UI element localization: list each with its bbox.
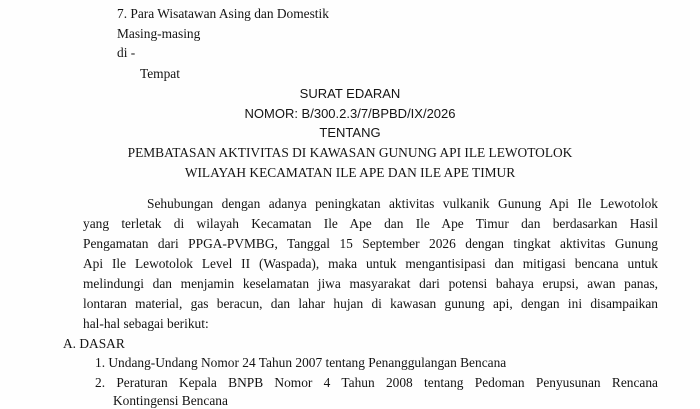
recipient-di: di - <box>117 45 136 60</box>
body-paragraph-line: melindungi dan menjamin keselamatan jiwa masyarakat dari potensi bahaya erupsi, awan panas, <box>83 276 658 291</box>
tentang-label: TENTANG <box>319 125 381 140</box>
recipient-tempat: Tempat <box>140 66 180 81</box>
recipient-item-7: 7. Para Wisatawan Asing dan Domestik <box>117 6 329 21</box>
body-paragraph-line: yang terletak di wilayah Kecamatan Ile Ape dan Ile Ape Timur dan berdasarkan Hasil <box>83 216 658 231</box>
letter-title: SURAT EDARAN <box>299 86 401 101</box>
body-paragraph-line: Api Ile Lewotolok Level II (Waspada), maka untuk mengantisipasi dan mitigasi bencana untuk <box>83 256 658 271</box>
letter-number: NOMOR: B/300.2.3/7/BPBD/IX/2026 <box>244 106 456 121</box>
section-a-item: 2. Peraturan Kepala BNPB Nomor 4 Tahun 2008 tentang Pedoman Penyusunan Rencana <box>95 375 658 390</box>
subject-line-2: WILAYAH KECAMATAN ILE APE DAN ILE APE TIMUR <box>184 165 516 180</box>
body-paragraph-line: lontaran material, gas beracun, dan lahar hujan di kawasan gunung api, dengan ini disampaikan <box>83 296 658 311</box>
subject-line-1: PEMBATASAN AKTIVITAS DI KAWASAN GUNUNG API ILE LEWOTOLOK <box>127 145 573 160</box>
section-a-heading: A. DASAR <box>63 336 125 351</box>
recipient-masing-masing: Masing-masing <box>117 26 201 41</box>
section-a-item: 1. Undang-Undang Nomor 24 Tahun 2007 tentang Penanggulangan Bencana <box>95 355 507 370</box>
body-paragraph-line: hal-hal sebagai berikut: <box>83 316 209 331</box>
body-paragraph-line: Pengamatan dari PPGA-PVMBG, Tanggal 15 September 2026 dengan tingkat aktivitas Gunung <box>83 236 658 251</box>
body-paragraph-line: Sehubungan dengan adanya peningkatan aktivitas vulkanik Gunung Api Ile Lewotolok <box>147 196 658 211</box>
section-a-item-continuation: Kontingensi Bencana <box>113 393 228 408</box>
